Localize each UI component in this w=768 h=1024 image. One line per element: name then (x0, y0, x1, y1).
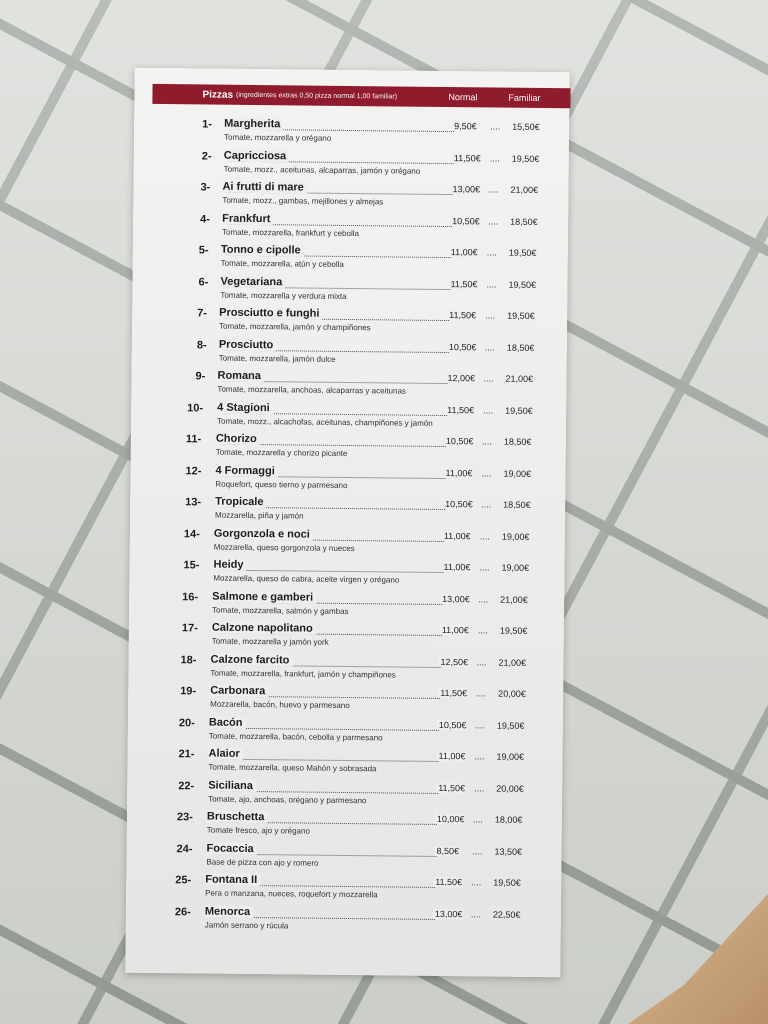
list-item (129, 307, 564, 343)
price-separator: .... (479, 530, 490, 541)
price-separator: .... (490, 121, 501, 132)
pizza-number: 22- (178, 779, 195, 792)
price-normal: 10,00€ (436, 813, 465, 825)
pizza-number: 11- (185, 433, 202, 446)
price-normal: 10,50€ (448, 341, 477, 352)
menu-header-note: (ingredientes extras 0,50 pizza normal 1,00 familiar) (236, 91, 398, 100)
price-normal: 11,00€ (443, 530, 471, 541)
list-item (131, 244, 566, 280)
list-item (127, 401, 562, 437)
pizza-description: Tomate, mozzarella, jamón y champiñones (219, 321, 371, 333)
price-normal: 12,50€ (440, 656, 469, 667)
pizza-description: Tomate, mozzarella, bacón, cebolla y parmesano (208, 731, 383, 742)
list-item (129, 338, 564, 374)
pizza-number: 3- (200, 181, 211, 194)
price-familiar: 20,00€ (498, 688, 526, 699)
pizza-number: 21- (178, 748, 195, 761)
list-item (132, 181, 567, 217)
price-separator: .... (484, 341, 495, 353)
pizza-description: Tomate, mozz., aceitunas, alcaparras, jamón y orégano (223, 164, 421, 176)
price-familiar: 19,00€ (501, 531, 530, 542)
pizza-name: Vegetariana (220, 275, 285, 288)
price-normal: 11,50€ (438, 782, 466, 793)
list-item (125, 464, 560, 500)
pizza-description: Tomate fresco, ajo y orégano (206, 825, 310, 836)
price-familiar: 19,50€ (493, 877, 521, 888)
price-normal: 11,50€ (453, 152, 481, 163)
pizza-number: 9- (195, 370, 206, 383)
list-item (120, 685, 555, 721)
list-item (134, 118, 569, 154)
pizza-name: Siciliana (208, 779, 256, 791)
pizza-number: 18- (180, 653, 197, 666)
pizza-description: Tomate, mozzarella, queso Mahón y sobrasada (208, 762, 377, 774)
price-familiar: 20,00€ (496, 783, 524, 794)
list-item (126, 433, 561, 469)
price-normal: 9,50€ (454, 121, 477, 132)
list-item (119, 716, 554, 752)
price-normal: 10,50€ (438, 719, 467, 730)
pizza-description: Jamón serrano y rúcula (204, 920, 289, 930)
leader-dots (211, 757, 439, 762)
pizza-name: Romana (217, 370, 264, 382)
pizza-number: 4- (200, 212, 211, 226)
pizza-description: Mozzarella, piña y jamón (215, 510, 304, 521)
list-item (116, 842, 551, 878)
price-separator: .... (474, 751, 485, 762)
price-familiar: 19,50€ (505, 405, 533, 416)
pizza-number: 19- (180, 685, 197, 698)
price-normal: 11,50€ (435, 876, 463, 888)
pizza-description: Tomate, mozzarella, frankfurt y cebolla (221, 227, 360, 238)
price-separator: .... (478, 593, 489, 604)
price-normal: 8,50€ (436, 845, 460, 856)
pizza-name: Carbonara (210, 685, 268, 698)
list-item (115, 905, 550, 941)
price-separator: .... (474, 719, 485, 730)
price-separator: .... (481, 467, 492, 479)
list-item (120, 653, 555, 689)
leader-dots (215, 568, 443, 573)
price-normal: 11,50€ (450, 278, 478, 289)
price-familiar: 19,50€ (507, 310, 535, 321)
price-familiar: 19,00€ (501, 562, 530, 573)
price-normal: 10,50€ (452, 215, 480, 226)
list-item (124, 527, 559, 563)
price-normal: 13,00€ (434, 908, 463, 919)
list-item (132, 212, 567, 248)
price-separator: .... (470, 908, 481, 919)
pizza-name: Calzone farcito (210, 653, 292, 666)
list-item (118, 779, 553, 815)
menu-header-bar (152, 84, 570, 108)
pizza-number: 17- (181, 622, 198, 635)
pizza-name: Tonno e cipolle (221, 244, 304, 257)
pizza-name: Fontana II (205, 874, 260, 887)
pizza-description: Tomate, mozzarella y chorizo picante (215, 447, 348, 458)
price-familiar: 18,50€ (503, 499, 531, 510)
price-normal: 11,00€ (443, 562, 471, 573)
price-familiar: 19,50€ (508, 247, 537, 258)
pizza-number: 8- (196, 338, 207, 352)
pizza-name: Prosciutto (219, 338, 277, 351)
price-normal: 11,50€ (449, 310, 477, 321)
pizza-description: Tomate, mozzarella y verdura mixta (220, 290, 347, 301)
pizza-number: 15- (183, 559, 200, 572)
pizza-number: 12- (185, 464, 202, 477)
price-normal: 13,00€ (442, 593, 470, 604)
price-familiar: 21,00€ (510, 184, 539, 195)
price-separator: .... (485, 310, 496, 321)
pizza-number: 23- (176, 811, 193, 824)
column-familiar-label: Familiar (508, 92, 541, 103)
pizza-name: Focaccia (207, 842, 257, 855)
column-normal-label: Normal (448, 92, 478, 103)
pizza-description: Tomate, mozz., gambas, mejillones y almejas (222, 195, 384, 207)
pizza-description: Mozzarella, queso de cabra, aceite virgen y orégano (213, 573, 400, 585)
pizza-number: 5- (198, 244, 209, 257)
price-separator: .... (488, 184, 499, 195)
pizza-name: Tropicale (215, 496, 266, 509)
list-item (115, 874, 550, 910)
pizza-description: Tomate, mozzarella, atún y cebolla (220, 258, 344, 269)
price-normal: 10,50€ (445, 436, 474, 447)
pizza-name: Heidy (213, 559, 246, 571)
pizza-name: Ai frutti di mare (222, 181, 306, 194)
price-separator: .... (477, 625, 488, 636)
pizza-description: Tomate, mozzarella, salmón y gambas (212, 605, 349, 616)
pizza-number: 1- (202, 118, 213, 131)
price-separator: .... (486, 247, 497, 258)
price-normal: 13,00€ (452, 184, 481, 195)
pizza-description: Tomate, mozzarella y jamón york (211, 636, 329, 647)
price-separator: .... (474, 782, 485, 793)
pizza-number: 25- (175, 874, 192, 887)
list-item (122, 590, 557, 626)
pizza-description: Base de pizza con ajo y romero (206, 857, 319, 868)
price-familiar: 18,00€ (494, 814, 523, 825)
pizza-number: 14- (183, 527, 200, 540)
price-separator: .... (483, 373, 494, 384)
price-familiar: 18,50€ (506, 342, 535, 353)
pizza-description: Pera o manzana, nueces, roquefort y mozzarella (205, 888, 378, 900)
price-normal: 11,00€ (450, 247, 478, 258)
price-familiar: 18,50€ (503, 436, 532, 447)
price-separator: .... (489, 152, 500, 164)
menu-sheet (125, 68, 569, 978)
list-item (123, 559, 558, 595)
price-separator: .... (479, 562, 490, 573)
list-item (130, 275, 565, 311)
pizza-number: 7- (197, 307, 208, 320)
pizza-name: Salmone e gamberi (212, 590, 316, 603)
pizza-description: Tomate, ajo, anchoas, orégano y parmesano (208, 794, 367, 805)
pizza-name: 4 Stagioni (217, 401, 273, 414)
price-separator: .... (476, 656, 487, 667)
price-separator: .... (476, 688, 487, 699)
price-familiar: 19,50€ (499, 625, 528, 636)
pizza-number: 10- (187, 401, 204, 414)
pizza-name: Menorca (205, 905, 253, 918)
pizza-description: Roquefort, queso tierno y parmesano (215, 479, 348, 490)
price-normal: 10,50€ (445, 499, 473, 510)
menu-header-title: Pizzas (202, 88, 234, 101)
pizza-name: Chorizo (216, 433, 260, 445)
pizza-description: Tomate, mozzarella, jamón dulce (218, 353, 336, 364)
price-normal: 11,00€ (445, 467, 473, 478)
price-separator: .... (486, 278, 497, 290)
pizza-number: 6- (198, 275, 209, 289)
price-separator: .... (481, 499, 492, 510)
price-familiar: 15,50€ (512, 121, 540, 132)
pizza-name: Alaior (209, 748, 243, 760)
pizza-name: Frankfurt (222, 212, 273, 225)
list-item (118, 748, 553, 784)
price-familiar: 19,50€ (508, 279, 537, 290)
pizza-name: Prosciutto e funghi (219, 307, 322, 320)
pizza-number: 13- (185, 496, 202, 509)
pizza-number: 2- (201, 149, 212, 163)
pizza-description: Tomate, mozzarella, frankfurt, jamón y champiñones (210, 668, 396, 680)
pizza-description: Tomate, mozz., alcachofas, aceitunas, champiñones y jamón (217, 416, 433, 428)
price-familiar: 19,50€ (511, 153, 540, 164)
price-separator: .... (472, 845, 483, 856)
price-separator: .... (488, 215, 499, 227)
pizza-name: Margherita (224, 118, 283, 131)
pizza-number: 24- (176, 842, 193, 855)
pizza-name: Bruschetta (207, 811, 268, 824)
pizza-name: Capricciosa (224, 149, 289, 162)
list-item (122, 622, 557, 658)
pizza-description: Mozzarella, bacón, huevo y parmesano (210, 699, 350, 711)
price-familiar: 19,50€ (496, 720, 525, 731)
list-item (125, 496, 560, 532)
price-normal: 11,00€ (441, 624, 469, 636)
pizza-description: Mozzarella, queso gorgonzola y nueces (213, 542, 355, 553)
pizza-list (126, 118, 570, 942)
price-familiar: 21,00€ (500, 594, 528, 605)
pizza-name: Gorgonzola e noci (214, 527, 313, 540)
price-separator: .... (483, 404, 494, 416)
pizza-description: Tomate, mozzarella y orégano (223, 132, 332, 143)
price-separator: .... (481, 436, 492, 447)
pizza-name: Bacón (209, 716, 246, 728)
price-familiar: 19,00€ (496, 751, 525, 762)
pizza-number: 20- (178, 716, 195, 729)
list-item (134, 149, 569, 185)
price-familiar: 22,50€ (492, 909, 521, 920)
price-familiar: 19,00€ (503, 468, 532, 479)
price-familiar: 21,00€ (498, 657, 527, 668)
pizza-name: 4 Formaggi (215, 464, 277, 477)
price-separator: .... (471, 877, 482, 888)
price-normal: 11,00€ (438, 750, 466, 762)
price-familiar: 21,00€ (505, 373, 534, 384)
pizza-name: Calzone napolitano (212, 622, 316, 635)
price-normal: 11,50€ (447, 404, 475, 415)
price-separator: .... (472, 814, 483, 825)
price-familiar: 13,50€ (494, 846, 523, 857)
pizza-number: 16- (182, 590, 199, 603)
pizza-description: Tomate, mozzarella, anchoas, alcaparras y aceitunas (217, 384, 406, 396)
price-normal: 11,50€ (440, 687, 468, 699)
pizza-number: 26- (174, 905, 191, 918)
price-normal: 12,00€ (447, 373, 476, 384)
list-item (117, 811, 552, 847)
list-item (127, 370, 562, 406)
price-familiar: 18,50€ (510, 216, 538, 227)
